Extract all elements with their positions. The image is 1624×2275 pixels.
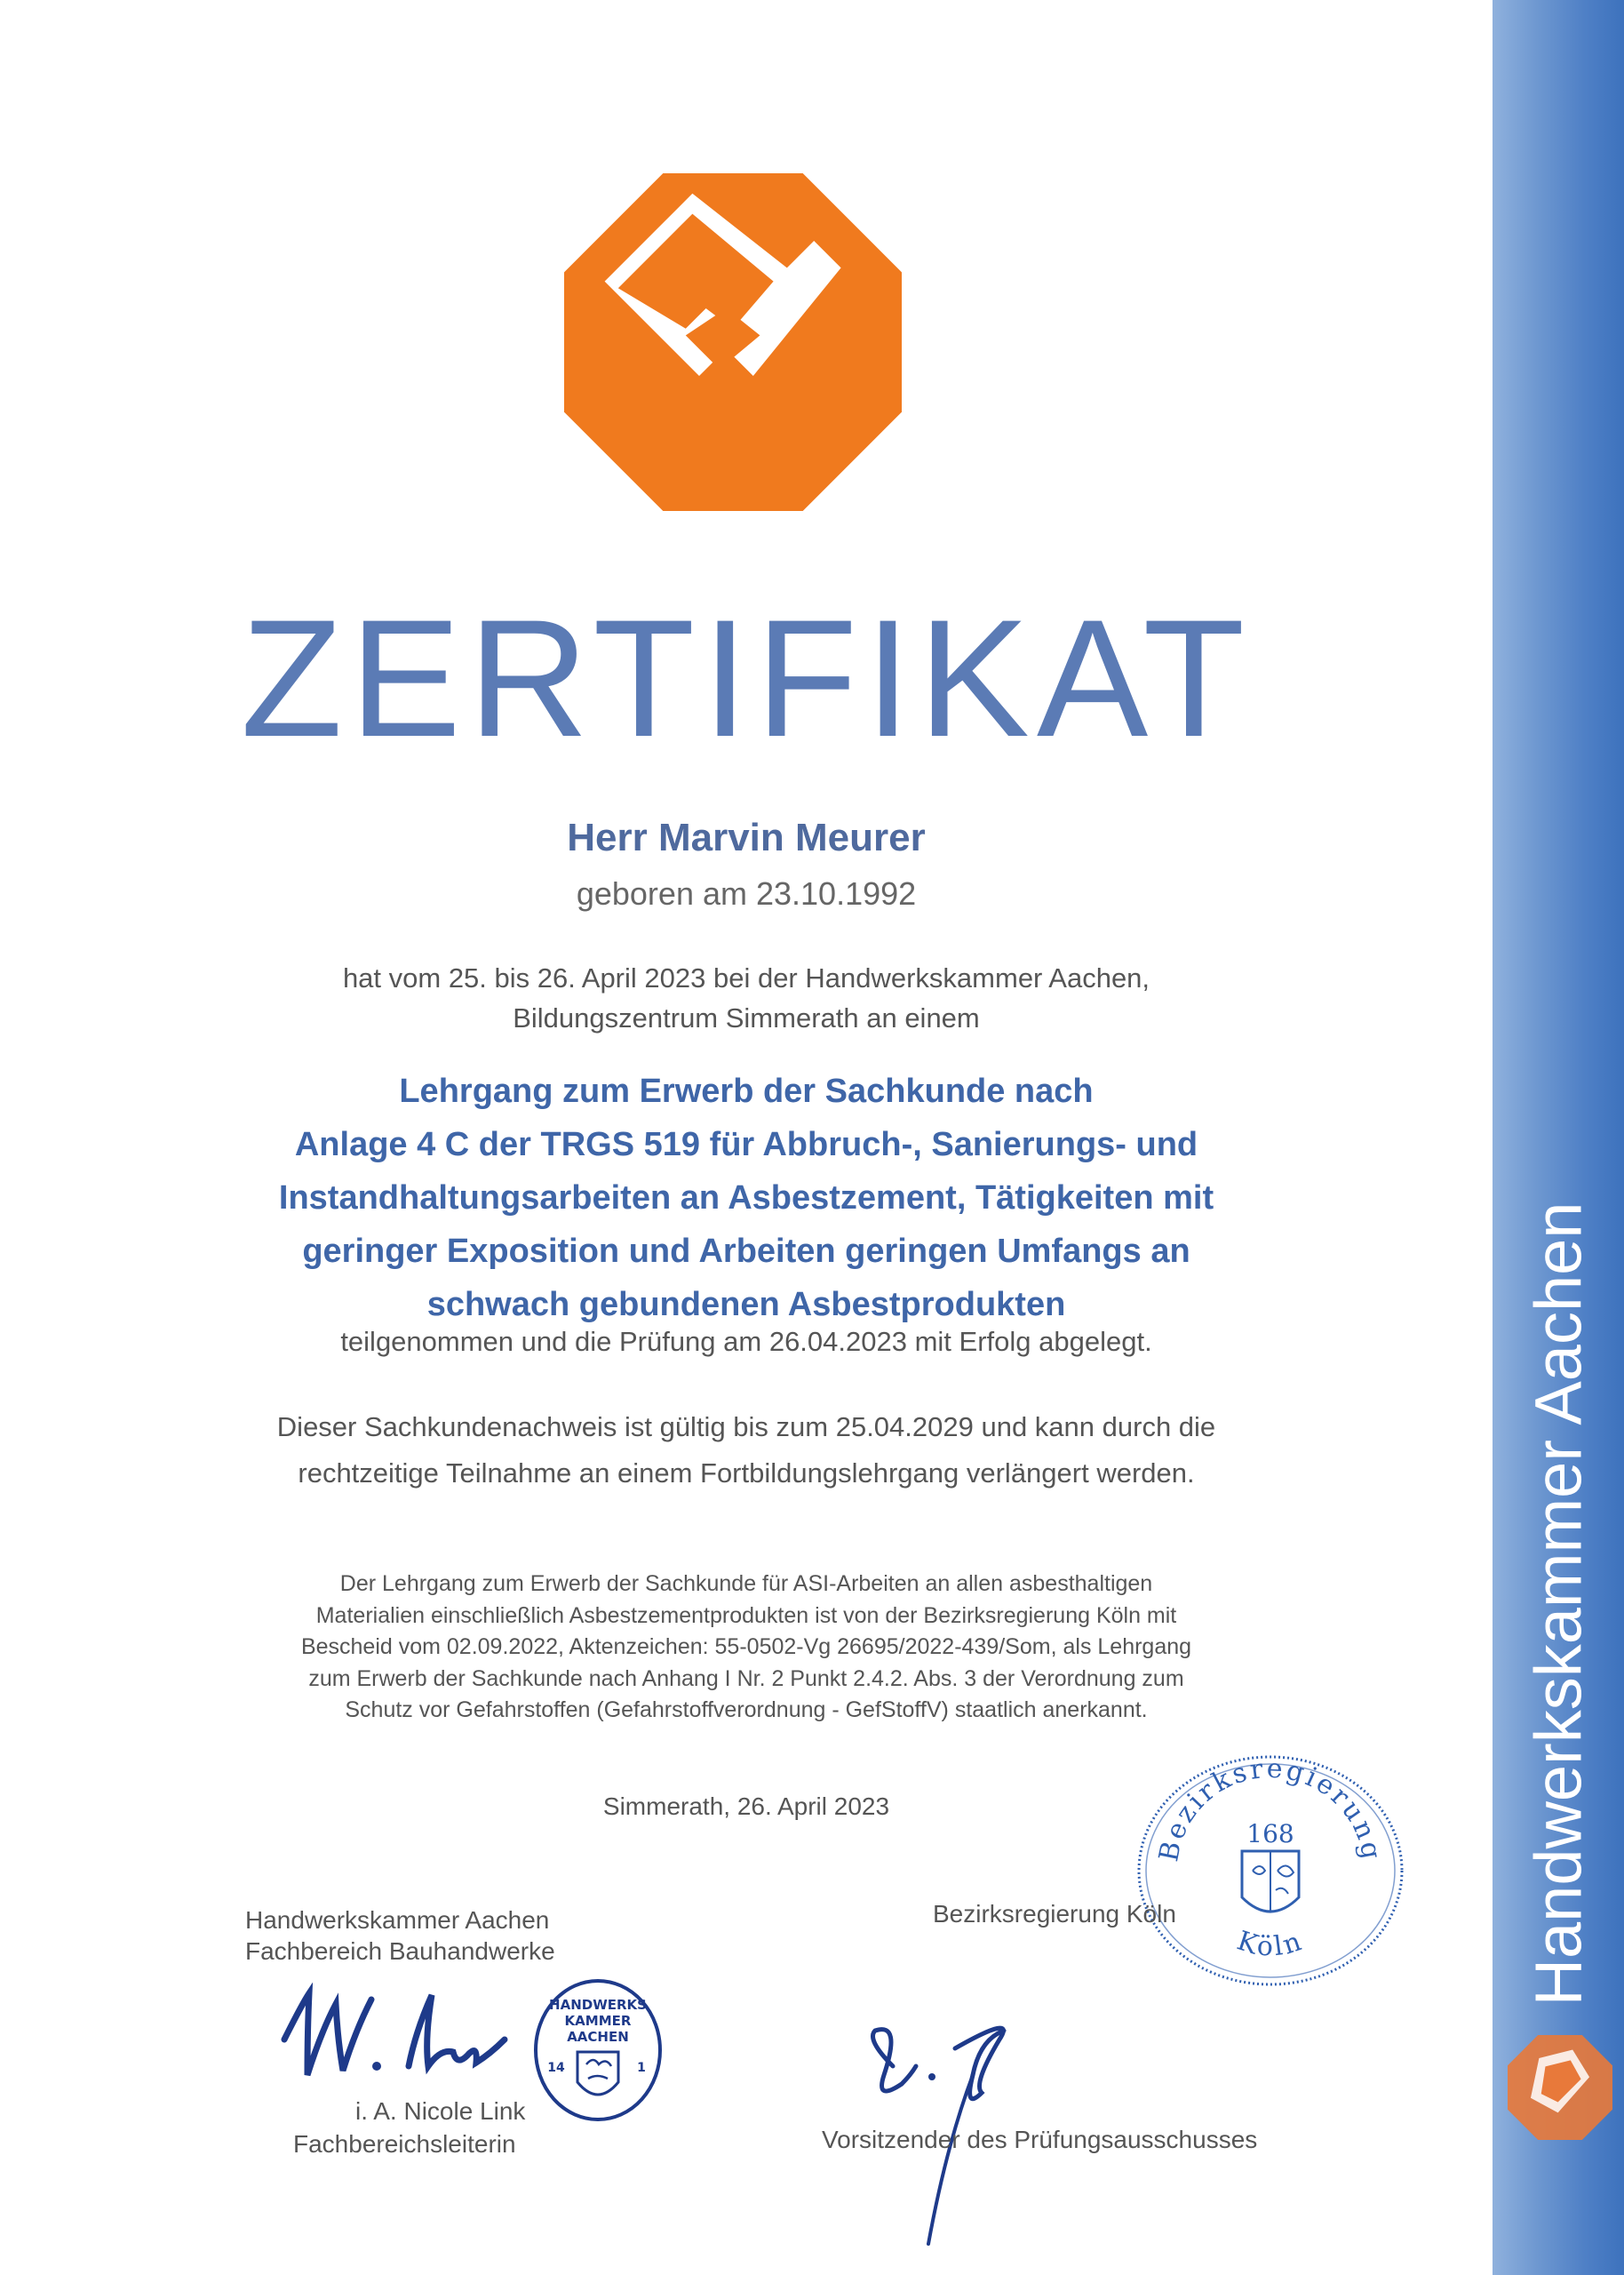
intro-line: hat vom 25. bis 26. April 2023 bei der Handwerkskammer Aachen, [342,962,1150,994]
left-signer-name: i. A. Nicole Link [355,2097,526,2125]
validity-line: Dieser Sachkundenachweis ist gültig bis zum 25.04.2029 und kann durch die [276,1411,1216,1442]
course-title-line: Lehrgang zum Erwerb der Sachkunde nach [399,1073,1094,1110]
course-title-block [0,1065,1493,1331]
handwerkskammer-seal-icon [531,1977,665,2124]
handwerkskammer-octagon-logo-icon [564,173,902,511]
course-title-line: geringer Exposition und Arbeiten geringen Umfangs an [302,1233,1190,1271]
svg-text:KAMMER: KAMMER [564,2013,632,2029]
svg-text:Köln: Köln [1233,1925,1308,1963]
bezirksregierung-seal-icon [1128,1737,1413,1991]
left-org-line: Fachbereich Bauhandwerke [245,1937,555,1965]
place-date: Simmerath, 26. April 2023 [602,1792,890,1820]
course-title-line: Instandhaltungsarbeiten an Asbestzement, Tätigkeiten mit [278,1179,1214,1217]
left-org-line: Handwerkskammer Aachen [245,1906,550,1934]
handwerkskammer-small-logo-icon [1508,2035,1612,2140]
exam-result-line: teilgenommen und die Prüfung am 26.04.2023 mit Erfolg abgelegt. [340,1326,1152,1357]
recognition-line: Schutz vor Gefahrstoffen (Gefahrstoffverordnung - GefStoffV) staatlich anerkannt. [345,1697,1148,1722]
certificate-title: ZERTIFIKAT [240,585,1253,771]
recognition-notice [0,1569,1493,1727]
svg-text:Bezirksregierung: Bezirksregierung [1153,1752,1388,1864]
right-org-line: Bezirksregierung Köln [933,1900,1176,1928]
intro-line: Bildungszentrum Simmerath an einem [513,1002,980,1034]
course-title-line: schwach gebundenen Asbestprodukten [426,1286,1066,1324]
course-title-line: Anlage 4 C der TRGS 519 für Abbruch-, Sanierungs- und [294,1126,1198,1164]
signature-left-icon [267,1977,524,2093]
recognition-line: Bescheid vom 02.09.2022, Aktenzeichen: 55-0502-Vg 26695/2022-439/Som, als Lehrgang [300,1634,1192,1659]
recognition-line: zum Erwerb der Sachkunde nach Anhang I Nr. 2 Punkt 2.4.2. Abs. 3 der Verordnung zum [308,1665,1184,1691]
recognition-line: Der Lehrgang zum Erwerb der Sachkunde für ASI-Arbeiten an allen asbesthaltigen [339,1571,1153,1596]
validity-line: rechtzeitige Teilnahme an einem Fortbildungslehrgang verlängert werden. [298,1457,1195,1489]
side-band-text: Handwerkskammer Aachen [1521,1201,1596,2007]
svg-text:1: 1 [637,2061,646,2075]
svg-text:168: 168 [1246,1819,1294,1848]
left-signer-role: Fachbereichsleiterin [293,2130,516,2158]
svg-text:14: 14 [547,2061,565,2075]
recipient-name: Herr Marvin Meurer [567,816,926,859]
svg-text:AACHEN: AACHEN [567,2029,629,2045]
right-signer-role: Vorsitzender des Prüfungsausschusses [822,2126,1258,2153]
svg-text:HANDWERKS: HANDWERKS [549,1997,647,2013]
birth-date-line: geboren am 23.10.1992 [576,875,917,912]
recognition-line: Materialien einschließlich Asbestzementprodukten ist von der Bezirksregierung Köln mit [315,1602,1177,1628]
